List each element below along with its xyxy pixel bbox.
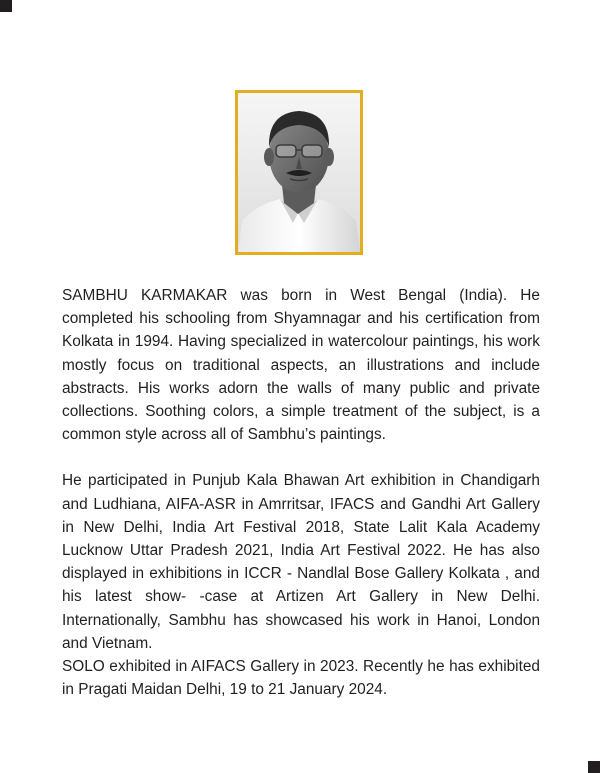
bio-paragraph-2: He participated in Punjub Kala Bhawan Art exhibition in Chandigarh and Ludhiana, AIFA-ASR in Amrritsar, IFACS and Gandhi Art Gallery in New Delhi, India Art Festival 2018, State Lalit Kala Academy Lucknow Uttar Pradesh 2021, India Art Festival 2022. He has also displayed in exhibitions in ICCR - Nandlal Bose Gallery Kolkata , and his latest show- -case at Artizen Art Gallery in New Delhi. Internationally, Sambhu has showcased his work in Hanoi, London and Vietnam. (62, 472, 540, 652)
artist-biography (62, 284, 540, 701)
artist-portrait-photo (238, 93, 360, 252)
bio-paragraph-1: SAMBHU KARMAKAR was born in West Bengal (India). He completed his schooling from Shyamnagar and his certification from Kolkata in 1994. Having specialized in watercolour paintings, his work mostly focus on traditional aspects, an illustrations and include abstracts. His works adorn the walls of many public and private collections. Soothing colors, a simple treatment of the subject, is a common style across all of Sambhu’s paintings. (62, 287, 540, 444)
corner-mark-bottom-right (588, 761, 600, 773)
bio-paragraph-3: SOLO exhibited in AIFACS Gallery in 2023. Recently he has exhibited in Pragati Maidan Delhi, 19 to 21 January 2024. (62, 658, 540, 699)
paragraph-spacer (62, 446, 540, 469)
corner-mark-top-left (0, 0, 12, 12)
artist-portrait (235, 90, 363, 255)
